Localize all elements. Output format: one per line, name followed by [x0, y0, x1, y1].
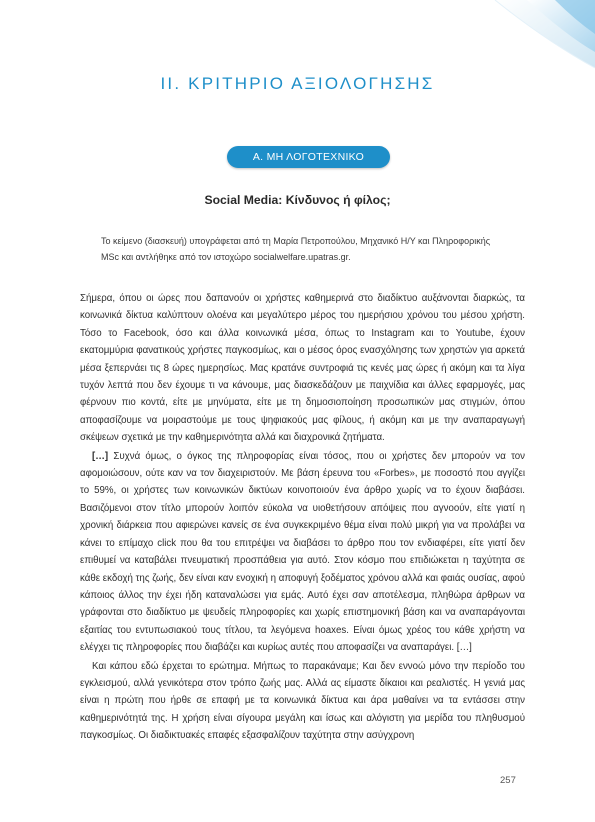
- paragraph: [80, 448, 525, 657]
- ellipsis-marker: […]: [92, 450, 109, 462]
- paragraph: Σήμερα, όπου οι ώρες που δαπανούν οι χρήστες καθημερινά στο διαδίκτυο αυξάνονται διαρκώς, τα κοινωνικά δίκτυα καλύπτουν ολοένα και μεγαλύτερο μέρος του ημερήσιου χρόνου του μέσου χρήστη. Τόσο το Facebook, όσο και άλλα κοινωνικά μέσα, όπως το Instagram και το Youtube, έχουν εκατομμύρια φανατικούς χρήστες παγκοσμίως, και ο μέσος όρος ενασχόλησης των χρηστών για αρκετά μέσα ξεπερνάει τις 8 ώρες ημερησίως. Μας κρατάνε συντροφιά τις κενές μας ώρες ή ακόμη και τα λίγα τυχόν λεπτά που δεν έχουμε τι να κάνουμε, μας διασκεδάζουν με παιχνίδια και άλλες εφαρμογές, μας φέρνουν πιο κοντά, είτε με μηνύματα, είτε με τη δημοσιοποίηση προσωπικών μας στιγμών, όπου αποφασίζουμε να μοιραστούμε με τους ψηφιακούς μας φίλους, ή ακόμη και με την αναπαραγωγή σκέψεων σχετικά με την καθημερινότητα αλλά και διαχρονικά ζητήματα.: [80, 293, 525, 444]
- paragraph: Και κάπου εδώ έρχεται το ερώτημα. Μήπως το παρακάναμε; Και δεν εννοώ μόνο την περίοδο του εγκλεισμού, αλλά γενικότερα στον τρόπο ζωής μας. Αλλά ας είμαστε δίκαιοι και ρεαλιστές. Η γενιά μας είναι η πρώτη που ήρθε σε επαφή με τα κοινωνικά δίκτυα και άρα μαθαίνει να τα εντάσσει στην καθημερινότητά της. Η χρήση είναι σίγουρα μεγάλη και ίσως και αλόγιστη για μερίδα του πληθυσμού παγκοσμίως. Οι διαδικτυακές επαφές εξασφαλίζουν ταχύτητα στην ασύγχρονη: [80, 660, 525, 742]
- section-title: ΙΙ. ΚΡΙΤΗΡΙΟ ΑΞΙΟΛΟΓΗΣΗΣ: [160, 74, 435, 93]
- article-title: Social Media: Κίνδυνος ή φίλος;: [204, 193, 391, 207]
- article-body: [80, 290, 525, 745]
- subsection-badge: Α. ΜΗ ΛΟΓΟΤΕΧΝΙΚΟ ΚΕΙΜΕΝΟ: [227, 146, 390, 168]
- source-note: Το κείμενο (διασκευή) υπογράφεται από τη Μαρία Πετροπούλου, Μηχανικό Η/Υ και Πληροφορικής MSc και αντλήθηκε από τον ιστοχώρο socialwelfare.upatras.gr.: [101, 236, 491, 262]
- page-number: 257: [500, 775, 516, 786]
- paragraph-text: Συχνά όμως, ο όγκος της πληροφορίας είναι τόσος, που οι χρήστες δεν μπορούν να τον αφομοιώσουν, ούτε καν να τον διαχειριστούν. Με βάση έρευνα του «Forbes», με ποσοστό που αγγίζει το 59%, οι χρήστες των κοινωνικών δικτύων κοινοποιούν ένα άρθρο χωρίς να το έχουν διαβάσει. Βασιζόμενοι στον τίτλο μπορούν λοιπόν εύκολα να υιοθετήσουν απόψεις που αγνοούν, είτε γιατί η χρονική διάρκεια που αφιερώνει κανείς σε ένα συγκεκριμένο θέμα είναι πολύ μικρή για να προλάβει να κάνει το επίμαχο click που θα του επιτρέψει να διαβάσει το άρθρο που τον ενδιαφέρει, είτε γιατί δεν επιθυμεί να καταβάλει πνευματική προσπάθεια για αυτό. Στον κόσμο που επιδιώκεται η ταχύτητα σε κάθε εκδοχή της ζωής, δεν είναι καν ενοχική η αποφυγή ξοδέματος χρόνου αλλά και φαιάς ουσίας, αφού κάποιος άλλος την έχει ήδη καταναλώσει για εμάς. Αυτό έχει σαν αποτέλεσμα, πληθώρα άρθρων να γράφονται στο διαδίκτυο με ψευδείς πληροφορίες και χωρίς επιστημονική βάση και να αναπαράγονται εξαιτίας του εντυπωσιακού τους τίτλου, τα λεγόμενα hoaxes. Είναι όμως χρέος του κάθε χρήστη να ελέγχει τις πληροφορίες που διαβάζει και κυρίως αυτές που αποφασίζει να αναπαράγει. […]: [80, 450, 525, 654]
